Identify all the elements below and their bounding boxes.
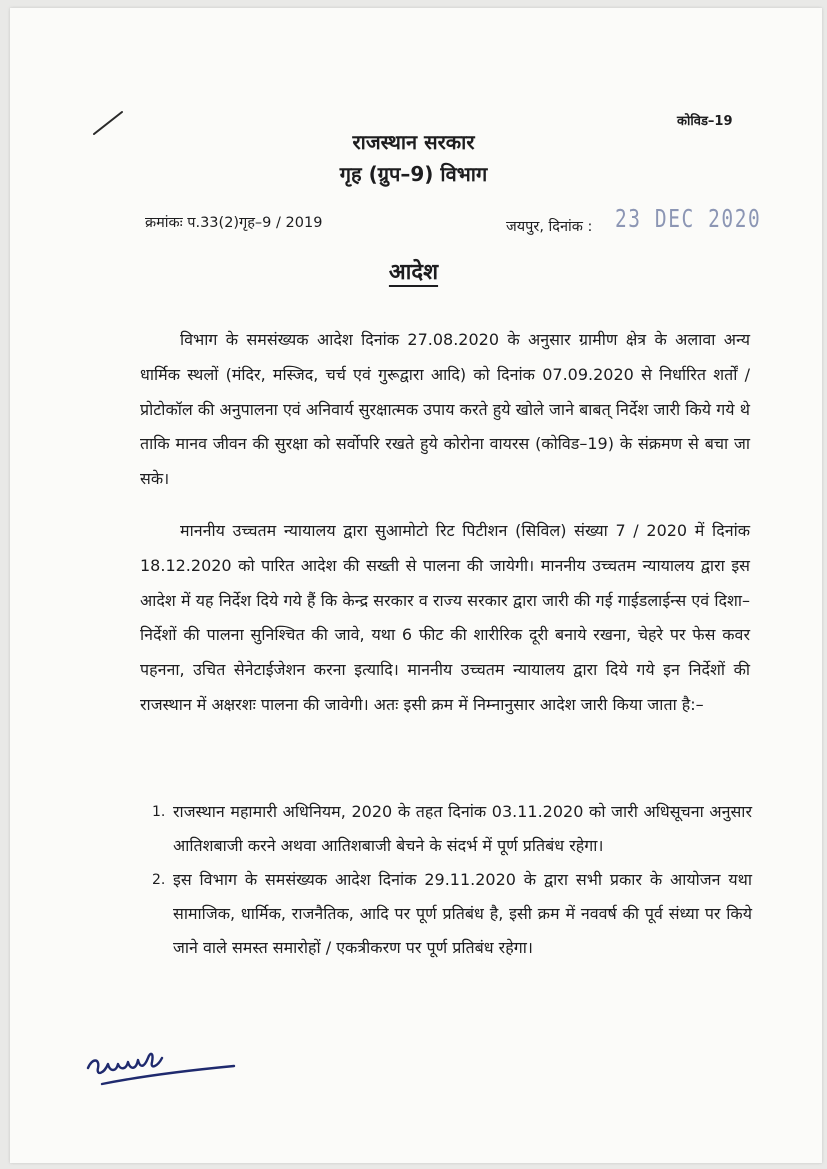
list-item	[152, 795, 752, 863]
govt-heading: राजस्थान सरकार	[352, 130, 475, 154]
list-item-text: राजस्थान महामारी अधिनियम, 2020 के तहत दिनांक 03.11.2020 को जारी अधिसूचना अनुसार आतिशबाजी करने अथवा आतिशबाजी बेचने के संदर्भ में पूर्ण प्रतिबंध रहेगा।	[173, 802, 752, 855]
paragraph-2	[140, 514, 750, 723]
date-stamp: 23 DEC 2020	[615, 204, 762, 233]
order-list	[152, 795, 752, 965]
list-item-number: 2.	[152, 872, 166, 888]
list-item-number: 1.	[152, 804, 166, 820]
dept-heading: गृह (ग्रुप–9) विभाग	[339, 162, 488, 186]
order-title: आदेश	[388, 260, 439, 285]
place-date-label: जयपुर, दिनांक :	[506, 219, 593, 235]
list-item	[152, 863, 752, 965]
corner-tag: कोविड–19	[677, 114, 733, 129]
paragraph-1-text: विभाग के समसंख्यक आदेश दिनांक 27.08.2020 के अनुसार ग्रामीण क्षेत्र के अलावा अन्य धार्मिक स्थलों (मंदिर, मस्जिद, चर्च एवं गुरूद्वारा आदि) को दिनांक 07.09.2020 से निर्धारित शर्तों / प्रोटोकॉल की अनुपालना एवं अनिवार्य सुरक्षात्मक उपाय करते हुये खोले जाने बाबत् निर्देश जारी किये गये थे ताकि मानव जीवन की सुरक्षा को सर्वोपरि रखते हुये कोरोना वायरस (कोविड–19) के संक्रमण से बचा जा सके।	[140, 330, 750, 489]
paragraph-1	[140, 323, 750, 497]
list-item-text: इस विभाग के समसंख्यक आदेश दिनांक 29.11.2020 के द्वारा सभी प्रकार के आयोजन यथा सामाजिक, धार्मिक, राजनैतिक, आदि पर पूर्ण प्रतिबंध है, इसी क्रम में नववर्ष की पूर्व संध्या पर किये जाने वाले समस्त समारोहों / एकत्रीकरण पर पूर्ण प्रतिबंध रहेगा।	[173, 870, 752, 957]
reference-number: क्रमांकः प.33(2)गृह–9 / 2019	[145, 215, 323, 231]
paragraph-2-text: माननीय उच्चतम न्यायालय द्वारा सुआमोटो रिट पिटीशन (सिविल) संख्या 7 / 2020 में दिनांक 18.12.2020 को पारित आदेश की सख्ती से पालना की जायेगी। माननीय उच्चतम न्यायालय द्वारा इस आदेश में यह निर्देश दिये गये हैं कि केन्द्र सरकार व राज्य सरकार द्वारा जारी की गई गाईडलाईन्स एवं दिशा–निर्देशों की पालना सुनिश्चित की जावे, यथा 6 फीट की शारीरिक दूरी बनाये रखना, चेहरे पर फेस कवर पहनना, उचित सेनेटाईजेशन करना इत्यादि। माननीय उच्चतम न्यायालय द्वारा दिये गये इन निर्देशों की राजस्थान में अक्षरशः पालना की जावेगी। अतः इसी क्रम में निम्नानुसार आदेश जारी किया जाता है:–	[140, 521, 750, 714]
signature	[82, 1040, 242, 1100]
